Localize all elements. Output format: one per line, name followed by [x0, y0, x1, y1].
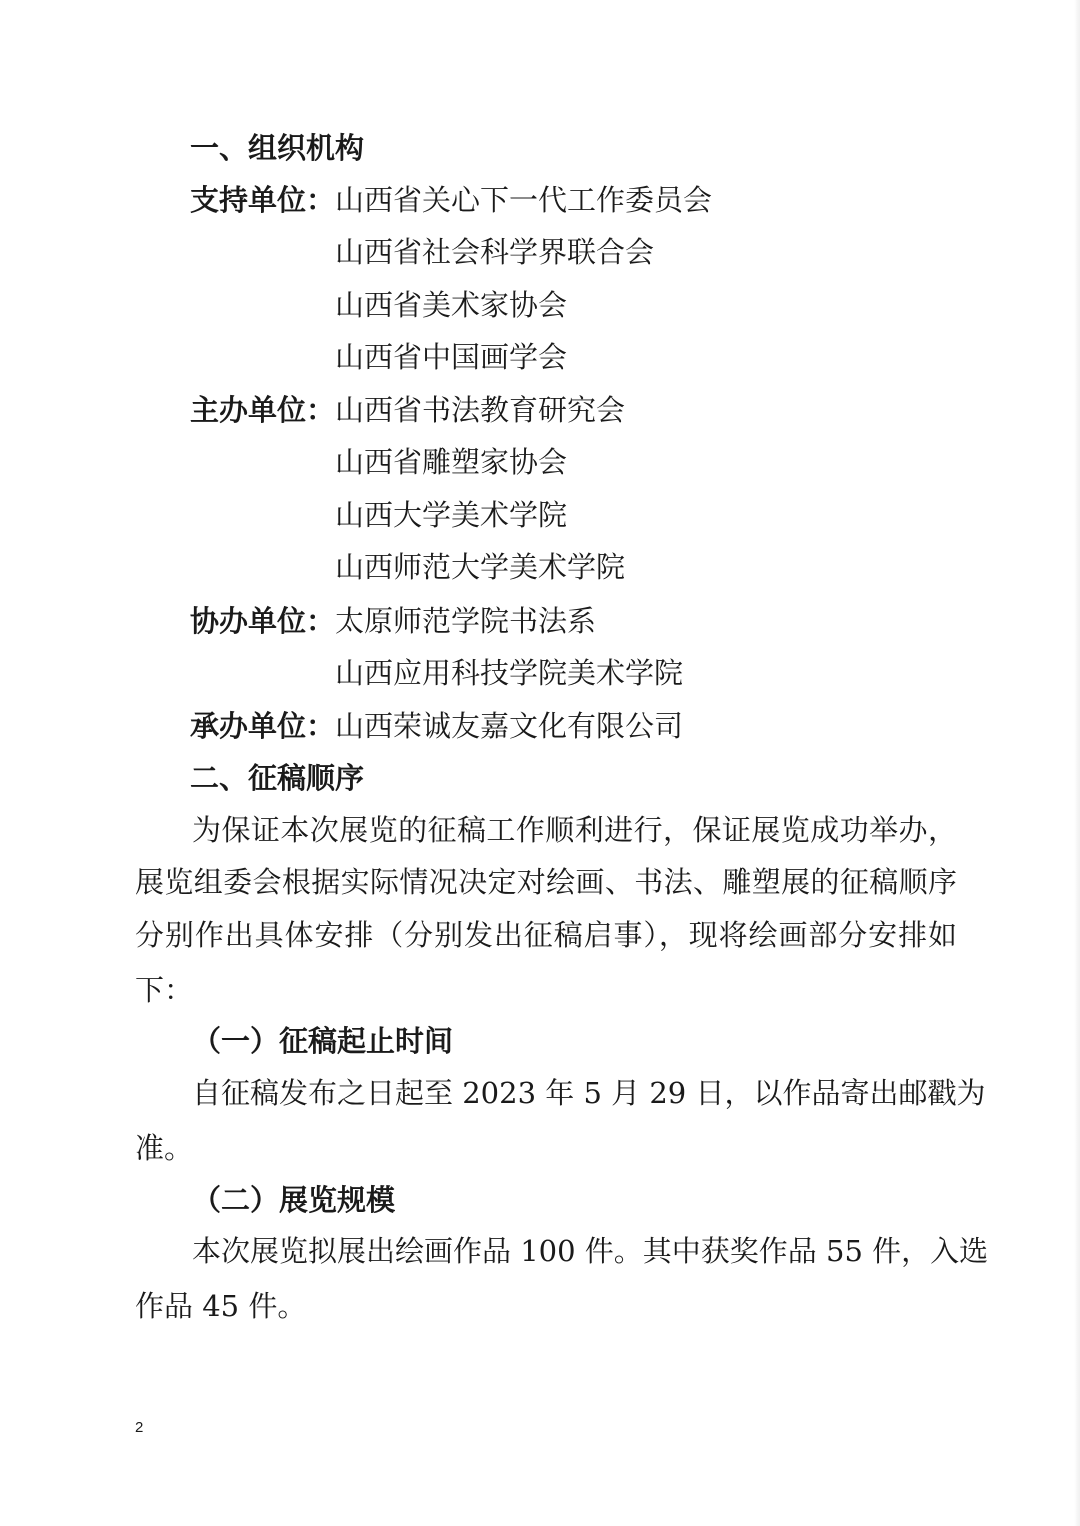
- org-name: 山西省关心下一代工作委员会: [335, 183, 713, 217]
- org-name: 山西省雕塑家协会: [335, 445, 568, 479]
- org-label-cohost: 协办单位：: [190, 604, 336, 638]
- org-name: 山西省中国画学会: [335, 340, 568, 374]
- org-name: 山西师范大学美术学院: [335, 550, 626, 584]
- paragraph-line: 为保证本次展览的征稿工作顺利进行，保证展览成功举办，: [192, 813, 957, 847]
- paragraph-line: 展览组委会根据实际情况决定对绘画、书法、雕塑展的征稿顺序: [135, 865, 957, 899]
- paragraph-line: 本次展览拟展出绘画作品 100 件。其中获奖作品 55 件，入选: [192, 1234, 989, 1268]
- org-name: 山西应用科技学院美术学院: [335, 656, 684, 690]
- org-name: 山西省书法教育研究会: [335, 393, 626, 427]
- paragraph-line: 作品 45 件。: [135, 1289, 307, 1323]
- section-heading-submission-order: 二、征稿顺序: [190, 761, 365, 795]
- subheading-exhibition-scale: （二）展览规模: [192, 1183, 396, 1217]
- paragraph-line: 自征稿发布之日起至 2023 年 5 月 29 日，以作品寄出邮戳为: [192, 1076, 986, 1110]
- org-label-support: 支持单位：: [190, 183, 336, 217]
- paragraph-line: 分别作出具体安排（分别发出征稿启事），现将绘画部分安排如: [135, 918, 957, 952]
- org-name: 山西荣诚友嘉文化有限公司: [335, 709, 684, 743]
- section-heading-organization: 一、组织机构: [190, 131, 365, 165]
- org-label-host: 主办单位：: [190, 393, 336, 427]
- paragraph-line: 下：: [135, 973, 194, 1007]
- org-name: 太原师范学院书法系: [335, 604, 597, 638]
- org-name: 山西省社会科学界联合会: [335, 235, 655, 269]
- paragraph-line: 准。: [135, 1131, 194, 1165]
- page-number: 2: [135, 1419, 144, 1436]
- org-name: 山西大学美术学院: [335, 498, 568, 532]
- subheading-submission-period: （一）征稿起止时间: [192, 1024, 454, 1058]
- page-edge: [1074, 0, 1080, 1526]
- org-name: 山西省美术家协会: [335, 288, 568, 322]
- org-label-organizer: 承办单位：: [190, 709, 336, 743]
